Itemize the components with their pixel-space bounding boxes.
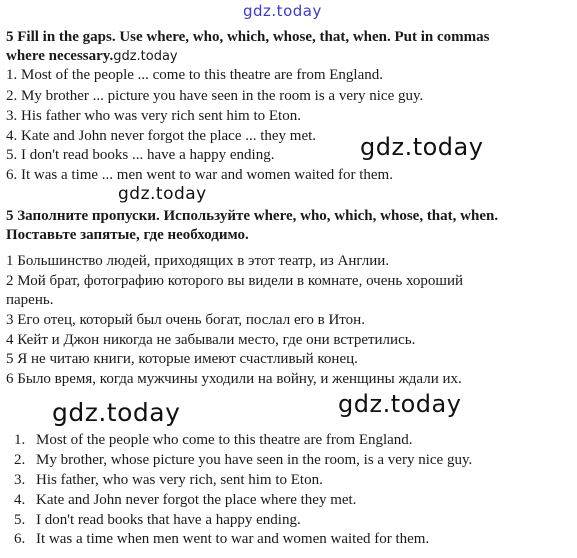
answer-item-5 xyxy=(14,512,301,529)
answer-text: I don't read books that have a happy ending. xyxy=(36,512,301,528)
watermark-inline: gdz.today xyxy=(113,49,178,64)
watermark-mid-left: gdz.today xyxy=(118,184,207,204)
watermark-lower-left: gdz.today xyxy=(52,398,181,427)
answer-item-4 xyxy=(14,492,356,509)
watermark-top: gdz.today xyxy=(243,2,322,20)
russian-item-5: 5 Я не читаю книги, которые имеют счастливый конец. xyxy=(6,351,358,367)
english-item-6: 6. It was a time ... men went to war and women waited for them. xyxy=(6,167,393,183)
answer-text: It was a time when men went to war and women waited for them. xyxy=(36,531,430,547)
russian-item-1: 1 Большинство людей, приходящих в этот театр, из Англии. xyxy=(6,253,390,269)
english-item-3: 3. His father who was very rich sent him to Eton. xyxy=(6,108,301,124)
answer-number: 3. xyxy=(14,472,26,488)
english-item-4: 4. Kate and John never forgot the place ... they met. xyxy=(6,128,317,144)
answer-item-2 xyxy=(14,452,472,469)
russian-heading-line1: 5 Заполните пропуски. Используйте where, who, which, whose, that, when. xyxy=(6,208,499,224)
english-heading-text: where necessary. xyxy=(6,48,114,64)
answer-item-3 xyxy=(14,472,323,489)
russian-heading-line2: Поставьте запятые, где необходимо. xyxy=(6,227,249,243)
russian-item-6: 6 Было время, когда мужчины уходили на войну, и женщины ждали их. xyxy=(6,371,462,387)
watermark-lower-right: gdz.today xyxy=(338,390,462,418)
answer-text: My brother, whose picture you have seen in the room, is a very nice guy. xyxy=(36,452,473,468)
answer-item-1 xyxy=(14,432,413,449)
russian-item-3: 3 Его отец, который был очень богат, послал его в Итон. xyxy=(6,312,365,328)
english-item-5: 5. I don't read books ... have a happy ending. xyxy=(6,147,275,163)
english-heading-line1: 5 Fill in the gaps. Use where, who, which, whose, that, when. Put in commas xyxy=(6,29,490,45)
english-heading-line2 xyxy=(6,47,178,66)
answer-text: Most of the people who come to this theatre are from England. xyxy=(36,432,413,448)
russian-item-4: 4 Кейт и Джон никогда не забывали место, где они встретились. xyxy=(6,332,416,348)
answer-number: 2. xyxy=(14,452,26,468)
english-item-2: 2. My brother ... picture you have seen in the room is a very nice guy. xyxy=(6,88,424,104)
answer-text: Kate and John never forgot the place where they met. xyxy=(36,492,357,508)
russian-item-2: 2 Мой брат, фотографию которого вы видели в комнате, очень хороший xyxy=(6,273,464,289)
russian-item-2-cont: парень. xyxy=(6,292,54,308)
answer-text: His father, who was very rich, sent him to Eton. xyxy=(36,472,323,488)
answer-number: 1. xyxy=(14,432,26,448)
answer-item-6 xyxy=(14,531,429,548)
english-item-1: 1. Most of the people ... come to this theatre are from England. xyxy=(6,67,383,83)
answer-number: 6. xyxy=(14,531,26,547)
answer-number: 5. xyxy=(14,512,26,528)
watermark-mid-right: gdz.today xyxy=(360,133,484,161)
answer-number: 4. xyxy=(14,492,26,508)
